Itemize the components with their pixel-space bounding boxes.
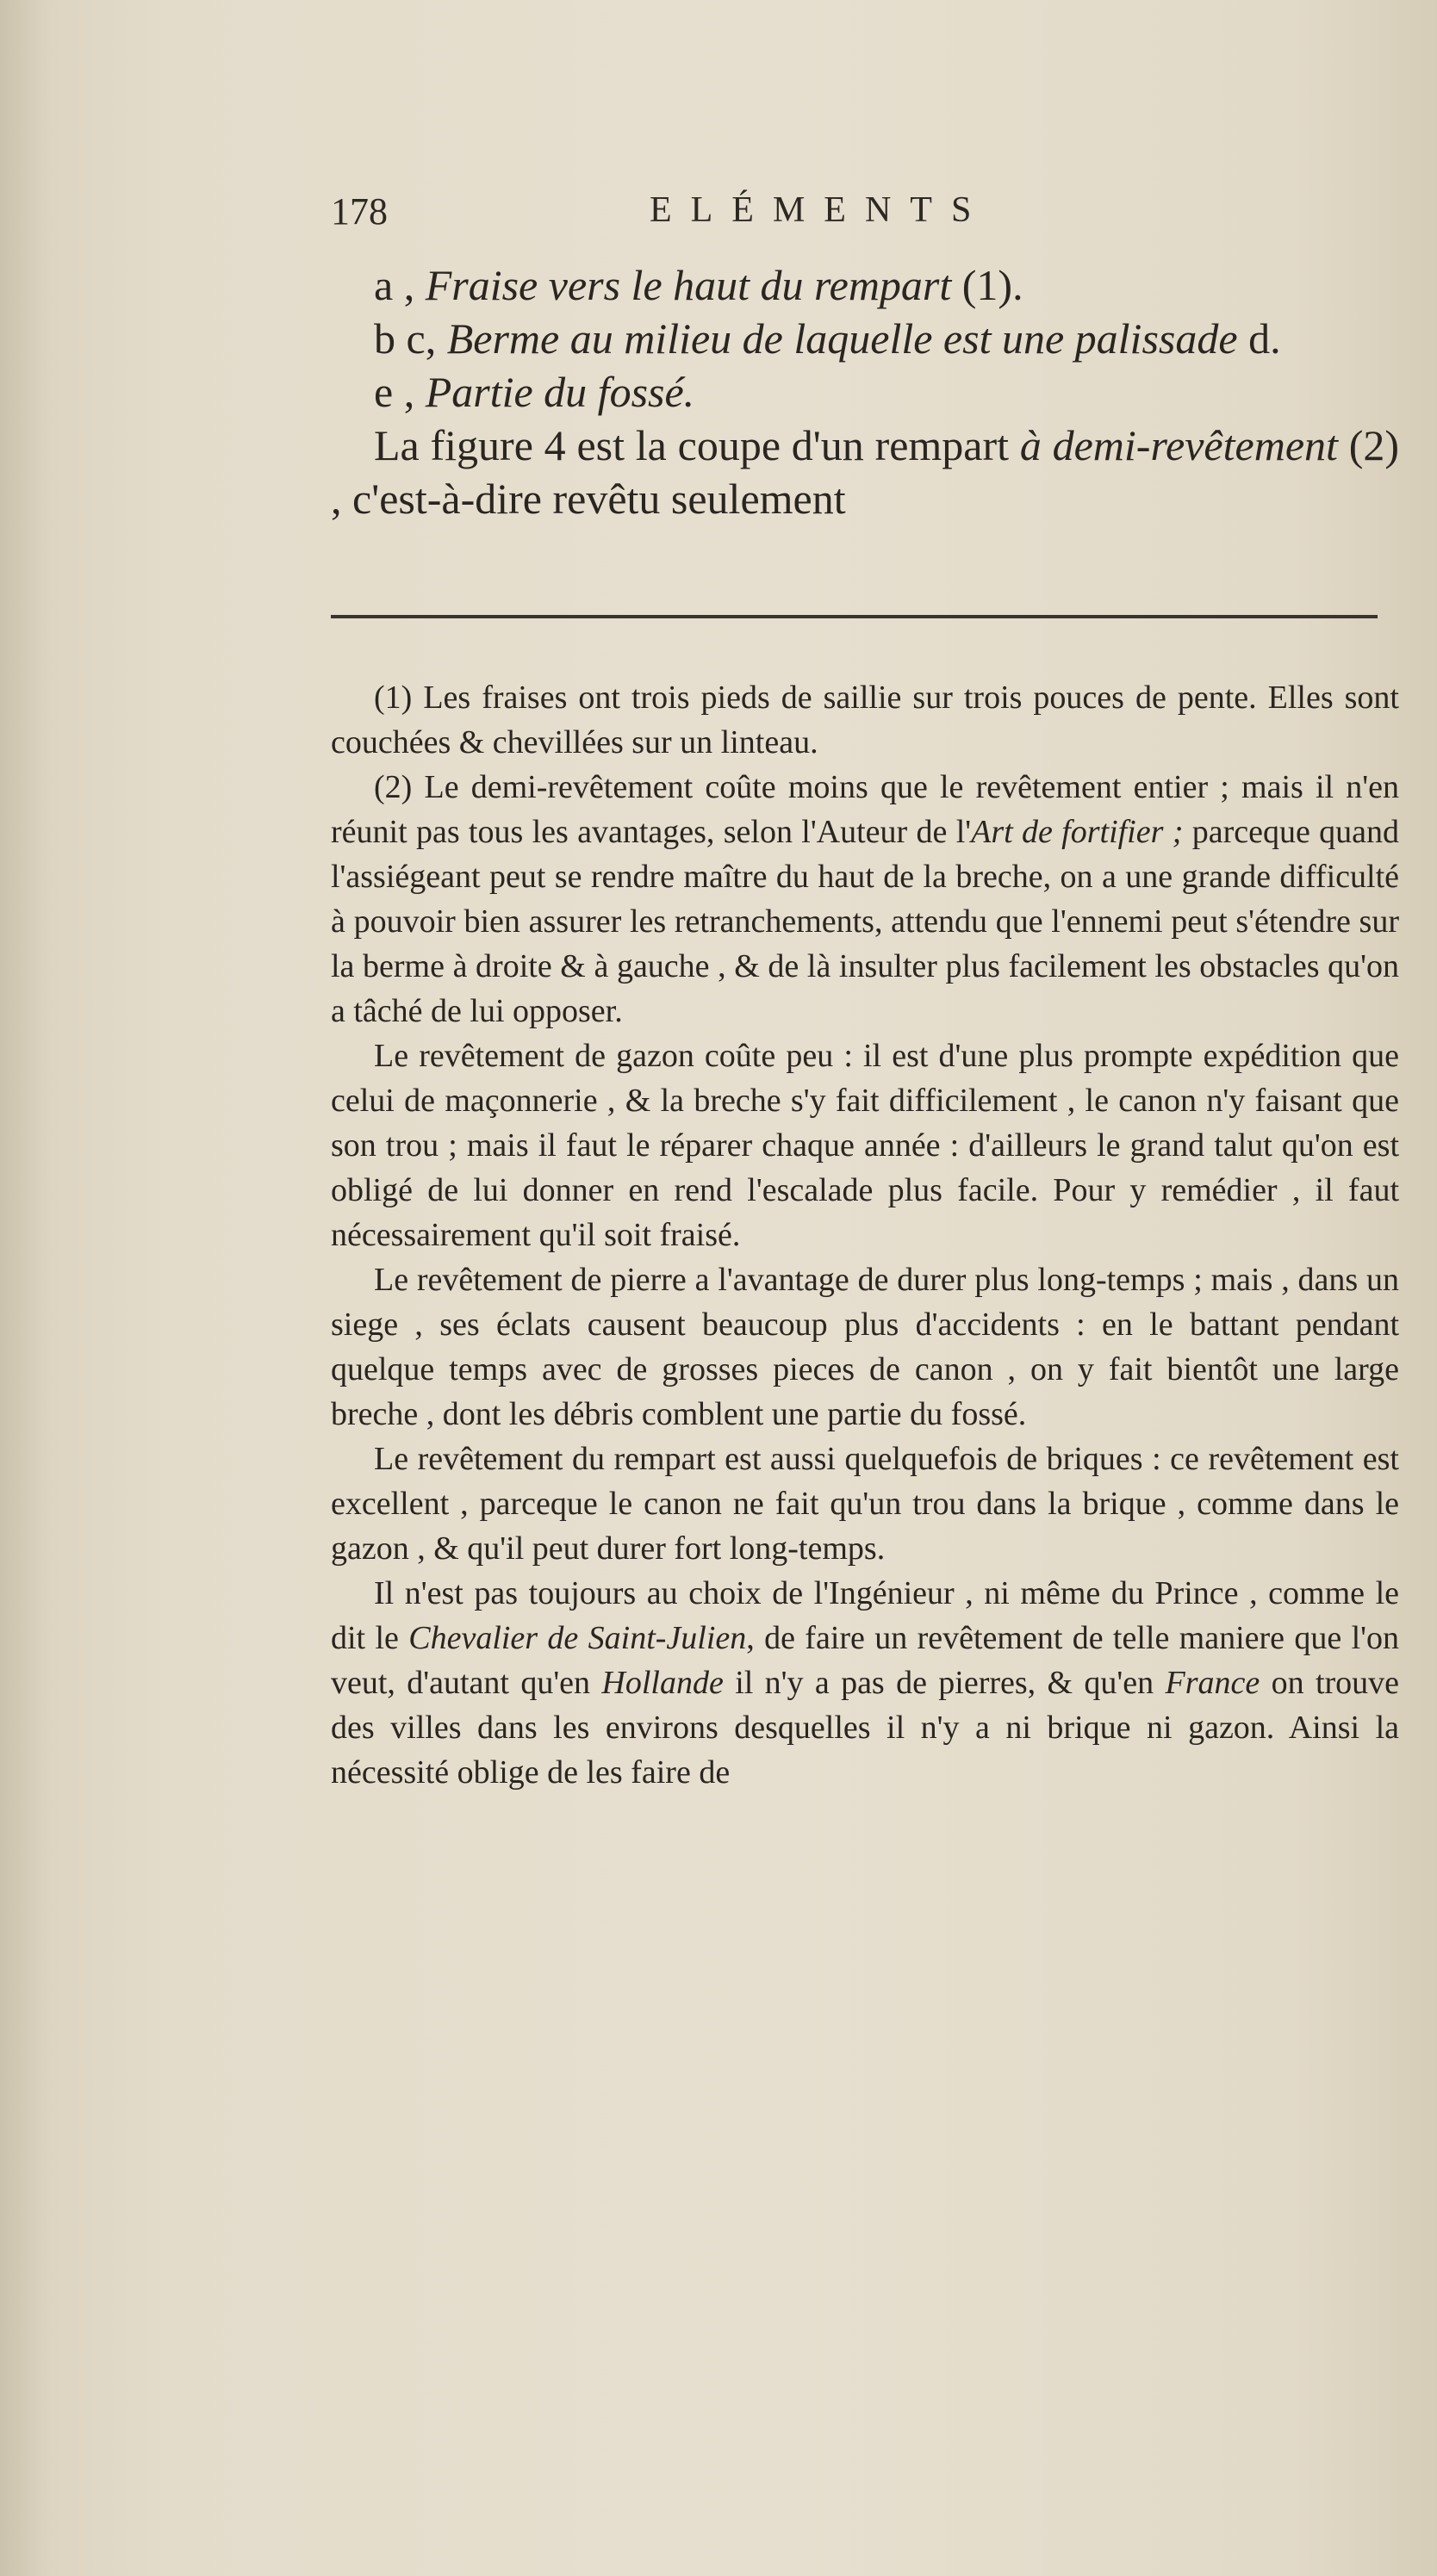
footnote-3: Le revêtement de gazon coûte peu : il est d'une plus prompte expédition que celui de maçonnerie , & la breche s'y fait difficilement , le canon n'y faisant que son trou ; mais il faut le réparer chaque année : d'ailleurs le grand talut qu'on est obligé de lui donner en rend l'escalade plus facile. Pour y remédier , il faut nécessairement qu'il soit fraisé. (331, 1038, 1399, 1253)
note-2-start: (2) Le demi-revêtement coûte moins que le revêtement entier ; mais il n'en réunit pas tous les avantages, selon l'Auteur de l' (331, 769, 1399, 850)
para-1-italic: à demi-revêtement (1019, 421, 1338, 469)
footnotes (331, 675, 1399, 1795)
running-head: ELÉMENTS (650, 190, 991, 230)
note-6-d: on trouve des villes dans les environs desquelles il n'y a ni brique ni gazon. Ainsi la nécessité oblige de les faire de (331, 1665, 1400, 1791)
footnote-5: Le revêtement du rempart est aussi quelquefois de briques : ce revêtement est excellent , parceque le canon ne fait qu'un trou dans la brique , comme dans le gazon , & qu'il peut durer fort long-temps. (331, 1441, 1399, 1567)
line-a-ref: (1). (961, 261, 1023, 309)
line-e-letter: e , (374, 368, 415, 416)
footnote-4: Le revêtement de pierre a l'avantage de durer plus long-temps ; mais , dans un siege , ses éclats causent beaucoup plus d'accidents : en le battant pendant quelque temps avec de grosses pieces de canon , on y fait bientôt une large breche , dont les débris comblent une partie du fossé. (331, 1262, 1399, 1432)
main-text (331, 258, 1399, 525)
note-6-c: il n'y a pas de pierres, & qu'en (735, 1665, 1154, 1701)
note-6-italic-1: Chevalier de Saint-Julien (408, 1620, 747, 1656)
page-header (331, 189, 1399, 258)
page-content (331, 189, 1399, 1795)
paragraph-1 (331, 419, 1399, 525)
note-6-b: , de faire un revêtement de telle maniere que l'on veut, d'autant qu'en (331, 1620, 1399, 1701)
note-6-italic-3: France (1165, 1665, 1260, 1701)
footnote-6 (331, 1571, 1399, 1795)
line-bc-end: d. (1248, 314, 1281, 363)
para-1-end: (2) , c'est-à-dire revêtu seulement (331, 421, 1399, 523)
footnote-rule (331, 615, 1378, 618)
line-a-italic: Fraise vers le haut du rempart (425, 261, 952, 309)
page-number: 178 (331, 190, 388, 233)
para-1-start: La figure 4 est la coupe d'un rempart (374, 421, 1010, 469)
line-a (331, 258, 1399, 312)
line-bc-italic: Berme au milieu de laquelle est une palissade (446, 314, 1238, 363)
note-2-italic: Art de fortifier ; (971, 814, 1184, 850)
note-6-italic-2: Hollande (601, 1665, 724, 1701)
line-e-italic: Partie du fossé. (425, 368, 695, 416)
line-bc (331, 312, 1399, 365)
note-2-end: parceque quand l'assiégeant peut se rendre maître du haut de la breche, on a une grande difficulté à pouvoir bien assurer les retranchements, attendu que l'ennemi peut s'étendre sur la berme à droite & à gauche , & de là insulter plus facilement les obstacles qu'on a tâché de lui opposer. (331, 814, 1400, 1029)
footnote-2 (331, 765, 1399, 1034)
line-bc-letter: b c, (374, 314, 437, 363)
note-6-a: Il n'est pas toujours au choix de l'Ingénieur , ni même du Prince , comme le dit le (331, 1575, 1399, 1656)
footnote-1: (1) Les fraises ont trois pieds de saillie sur trois pouces de pente. Elles sont couchées & chevillées sur un linteau. (331, 680, 1399, 760)
line-a-letter: a , (374, 261, 415, 309)
line-e (331, 365, 1399, 419)
